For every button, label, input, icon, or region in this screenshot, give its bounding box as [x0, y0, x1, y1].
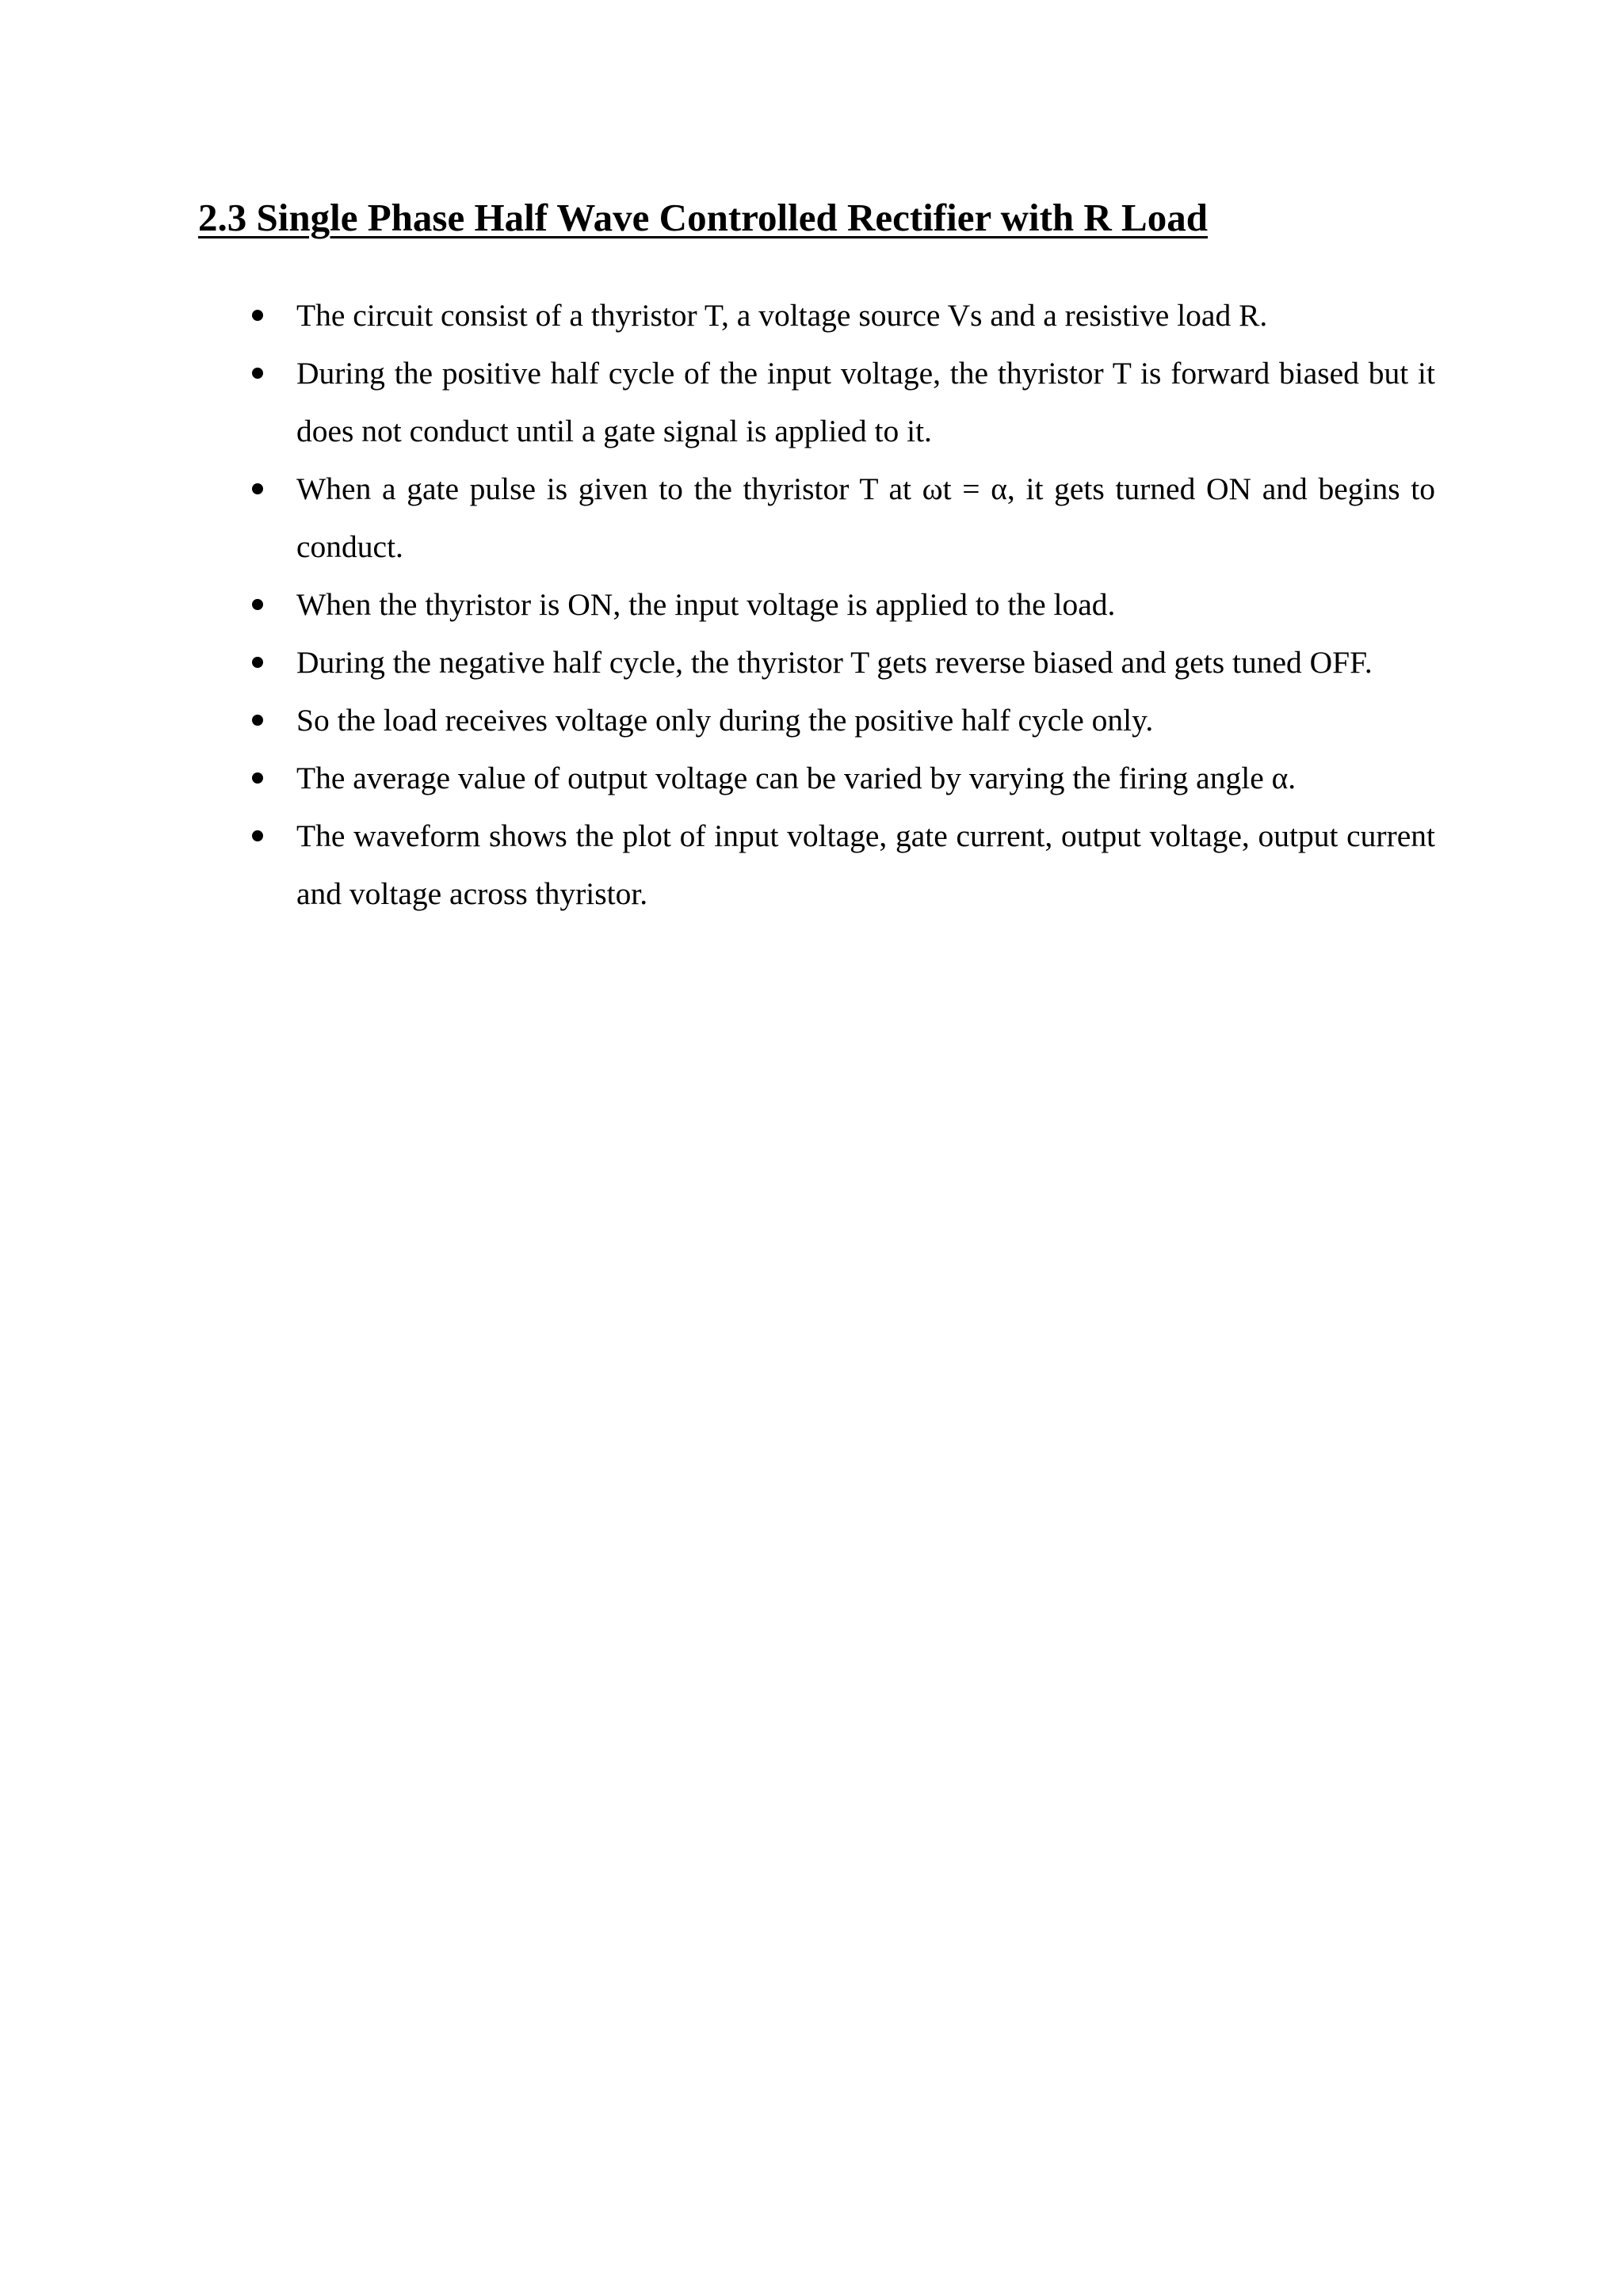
list-item [296, 692, 1435, 749]
bullet-icon [252, 310, 263, 321]
list-item-text: During the positive half cycle of the input voltage, the thyristor T is forward biased but it does not conduct until a gate signal is applied to it. [296, 356, 1435, 448]
bullet-icon [252, 599, 263, 610]
bullet-icon [252, 368, 263, 379]
bullet-icon [252, 483, 263, 494]
list-item-text: When the thyristor is ON, the input voltage is applied to the load. [296, 587, 1116, 622]
list-item-text: The waveform shows the plot of input voltage, gate current, output voltage, output current and voltage across thyristor. [296, 818, 1435, 911]
bullet-icon [252, 715, 263, 726]
bullet-icon [252, 772, 263, 784]
list-item [296, 634, 1435, 692]
bullet-icon [252, 657, 263, 668]
list-item-text: During the negative half cycle, the thyristor T gets reverse biased and gets tuned OFF. [296, 645, 1373, 680]
list-item [296, 807, 1435, 923]
list-item [296, 749, 1435, 807]
list-item [296, 460, 1435, 576]
section-heading: 2.3 Single Phase Half Wave Controlled Rectifier with R Load [198, 196, 1208, 239]
list-item [296, 345, 1435, 460]
bullet-icon [252, 830, 263, 841]
bullet-list [296, 287, 1435, 923]
list-item-text: The average value of output voltage can be varied by varying the firing angle α. [296, 761, 1296, 795]
list-item [296, 576, 1435, 634]
list-item [296, 287, 1435, 345]
list-item-text: So the load receives voltage only during the positive half cycle only. [296, 703, 1154, 738]
list-item-text: When a gate pulse is given to the thyristor T at ωt = α, it gets turned ON and begins to conduct. [296, 471, 1435, 564]
list-item-text: The circuit consist of a thyristor T, a voltage source Vs and a resistive load R. [296, 298, 1268, 333]
